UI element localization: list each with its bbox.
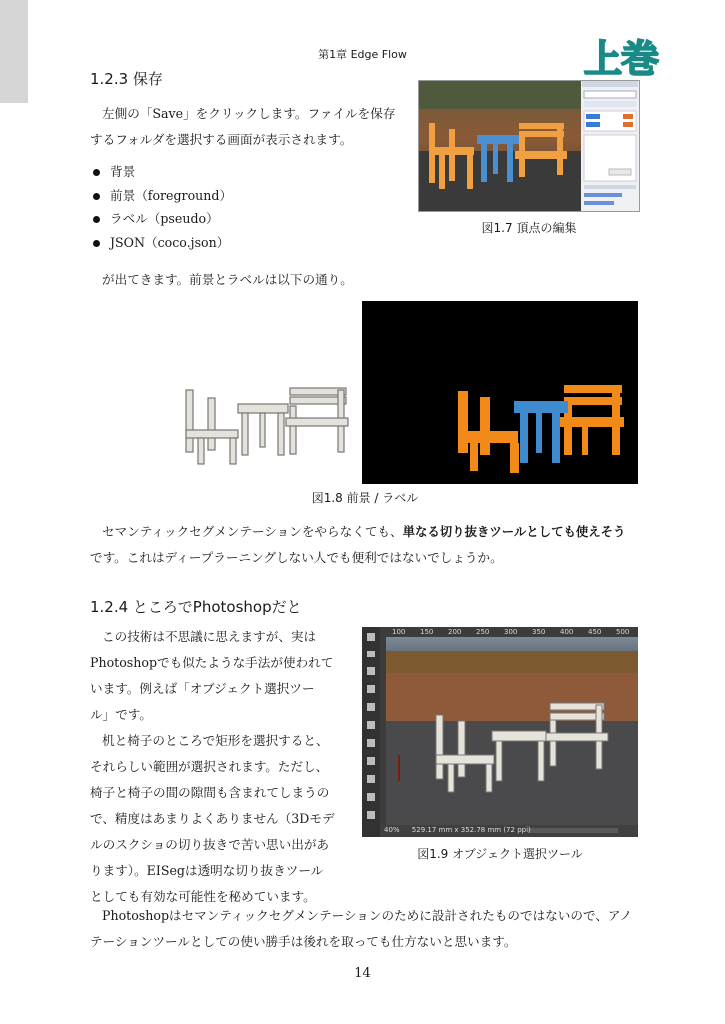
ruler-tick: 350: [532, 628, 546, 636]
closing-line-2: テーションツールとしての使い勝手は後れを取っても仕方ないと思います。: [90, 934, 517, 949]
list-item: 背景: [110, 160, 232, 184]
ruler-tick: 100: [392, 628, 406, 636]
section-heading-save: 1.2.3 保存: [90, 70, 163, 88]
cutout-paragraph-line-1: [90, 519, 650, 545]
list-item: 前景（foreground）: [110, 184, 232, 208]
photoshop-paragraph-2: [90, 728, 346, 910]
document-dimensions: 529.17 mm x 352.78 mm (72 ppi): [411, 826, 531, 834]
figure-1-9-caption: 図1.9 オブジェクト選択ツール: [417, 847, 583, 861]
save-paragraph: [90, 101, 410, 153]
ruler-tick: 200: [448, 628, 462, 636]
save-paragraph-line-1: 左側の「Save」をクリックします。ファイルを保存: [102, 106, 396, 121]
closing-paragraph: [90, 903, 650, 955]
figure-1-8-label-image: [362, 301, 638, 484]
figure-1-8-caption: 図1.8 前景 / ラベル: [311, 491, 419, 505]
photoshop-line: Photoshopでも似たような手法が使われて: [90, 655, 334, 670]
photoshop-line: います。例えば「オブジェクト選択ツー: [90, 681, 315, 696]
section-heading-photoshop: 1.2.4 ところでPhotoshopだと: [90, 598, 302, 616]
ruler: [386, 627, 638, 637]
cutout-paragraph: [90, 519, 650, 571]
photoshop-line: で、精度はあまりよくありません（3Dモデ: [90, 811, 335, 826]
ruler-tick: 400: [560, 628, 574, 636]
photoshop-line: ル」です。: [90, 707, 152, 722]
figure-1-7-screenshot: [418, 80, 640, 212]
photoshop-line: 椅子と椅子の間の隙間も含まれてしまうの: [90, 785, 330, 800]
figure-1-7-caption: 図1.7 頂点の編集: [481, 221, 577, 235]
cutout-paragraph-line-2: です。これはディープラーニングしない人でも便利ではないでしょうか。: [90, 550, 503, 565]
save-paragraph-line-2: するフォルダを選択する画面が表示されます。: [90, 132, 353, 147]
running-header: 第1章 Edge Flow: [318, 48, 407, 61]
list-item: ラベル（pseudo）: [110, 207, 232, 231]
cutout-emphasis: 単なる切り抜きツールとしても使えそう: [402, 524, 626, 539]
photoshop-paragraph-1: [90, 624, 346, 728]
page-number: 14: [354, 966, 371, 981]
output-file-list: [110, 160, 232, 254]
ruler-tick: 150: [420, 628, 434, 636]
zoom-level: 40%: [384, 826, 400, 834]
closing-line-1: Photoshopはセマンティックセグメンテーションのために設計されたものではないので、アノ: [102, 908, 633, 923]
figure-1-9-photoshop-screenshot: [362, 627, 638, 837]
ruler-tick: 500: [616, 628, 630, 636]
volume-badge: 上巻: [584, 37, 659, 81]
outputs-paragraph: が出てきます。前景とラベルは以下の通り。: [102, 272, 353, 287]
ruler-tick: 450: [588, 628, 602, 636]
photoshop-line: ります）。EISegは透明な切り抜きツール: [90, 863, 324, 878]
ruler-tick: 250: [476, 628, 490, 636]
photoshop-line: この技術は不思議に思えますが、実は: [102, 629, 317, 644]
list-item: JSON（coco.json）: [110, 231, 232, 255]
photoshop-line: 机と椅子のところで矩形を選択すると、: [102, 733, 329, 748]
cutout-text: セマンティックセグメンテーションをやらなくても、: [102, 524, 403, 539]
photoshop-line: ルのスクショの切り抜きで苦い思い出があ: [90, 837, 330, 852]
status-bar: [384, 826, 531, 834]
photoshop-line: それらしい範囲が選択されます。ただし、: [90, 759, 329, 774]
figure-1-8-foreground-image: [178, 378, 350, 468]
ruler-tick: 300: [504, 628, 518, 636]
photoshop-line: としても有効な可能性を秘めています。: [90, 889, 316, 904]
